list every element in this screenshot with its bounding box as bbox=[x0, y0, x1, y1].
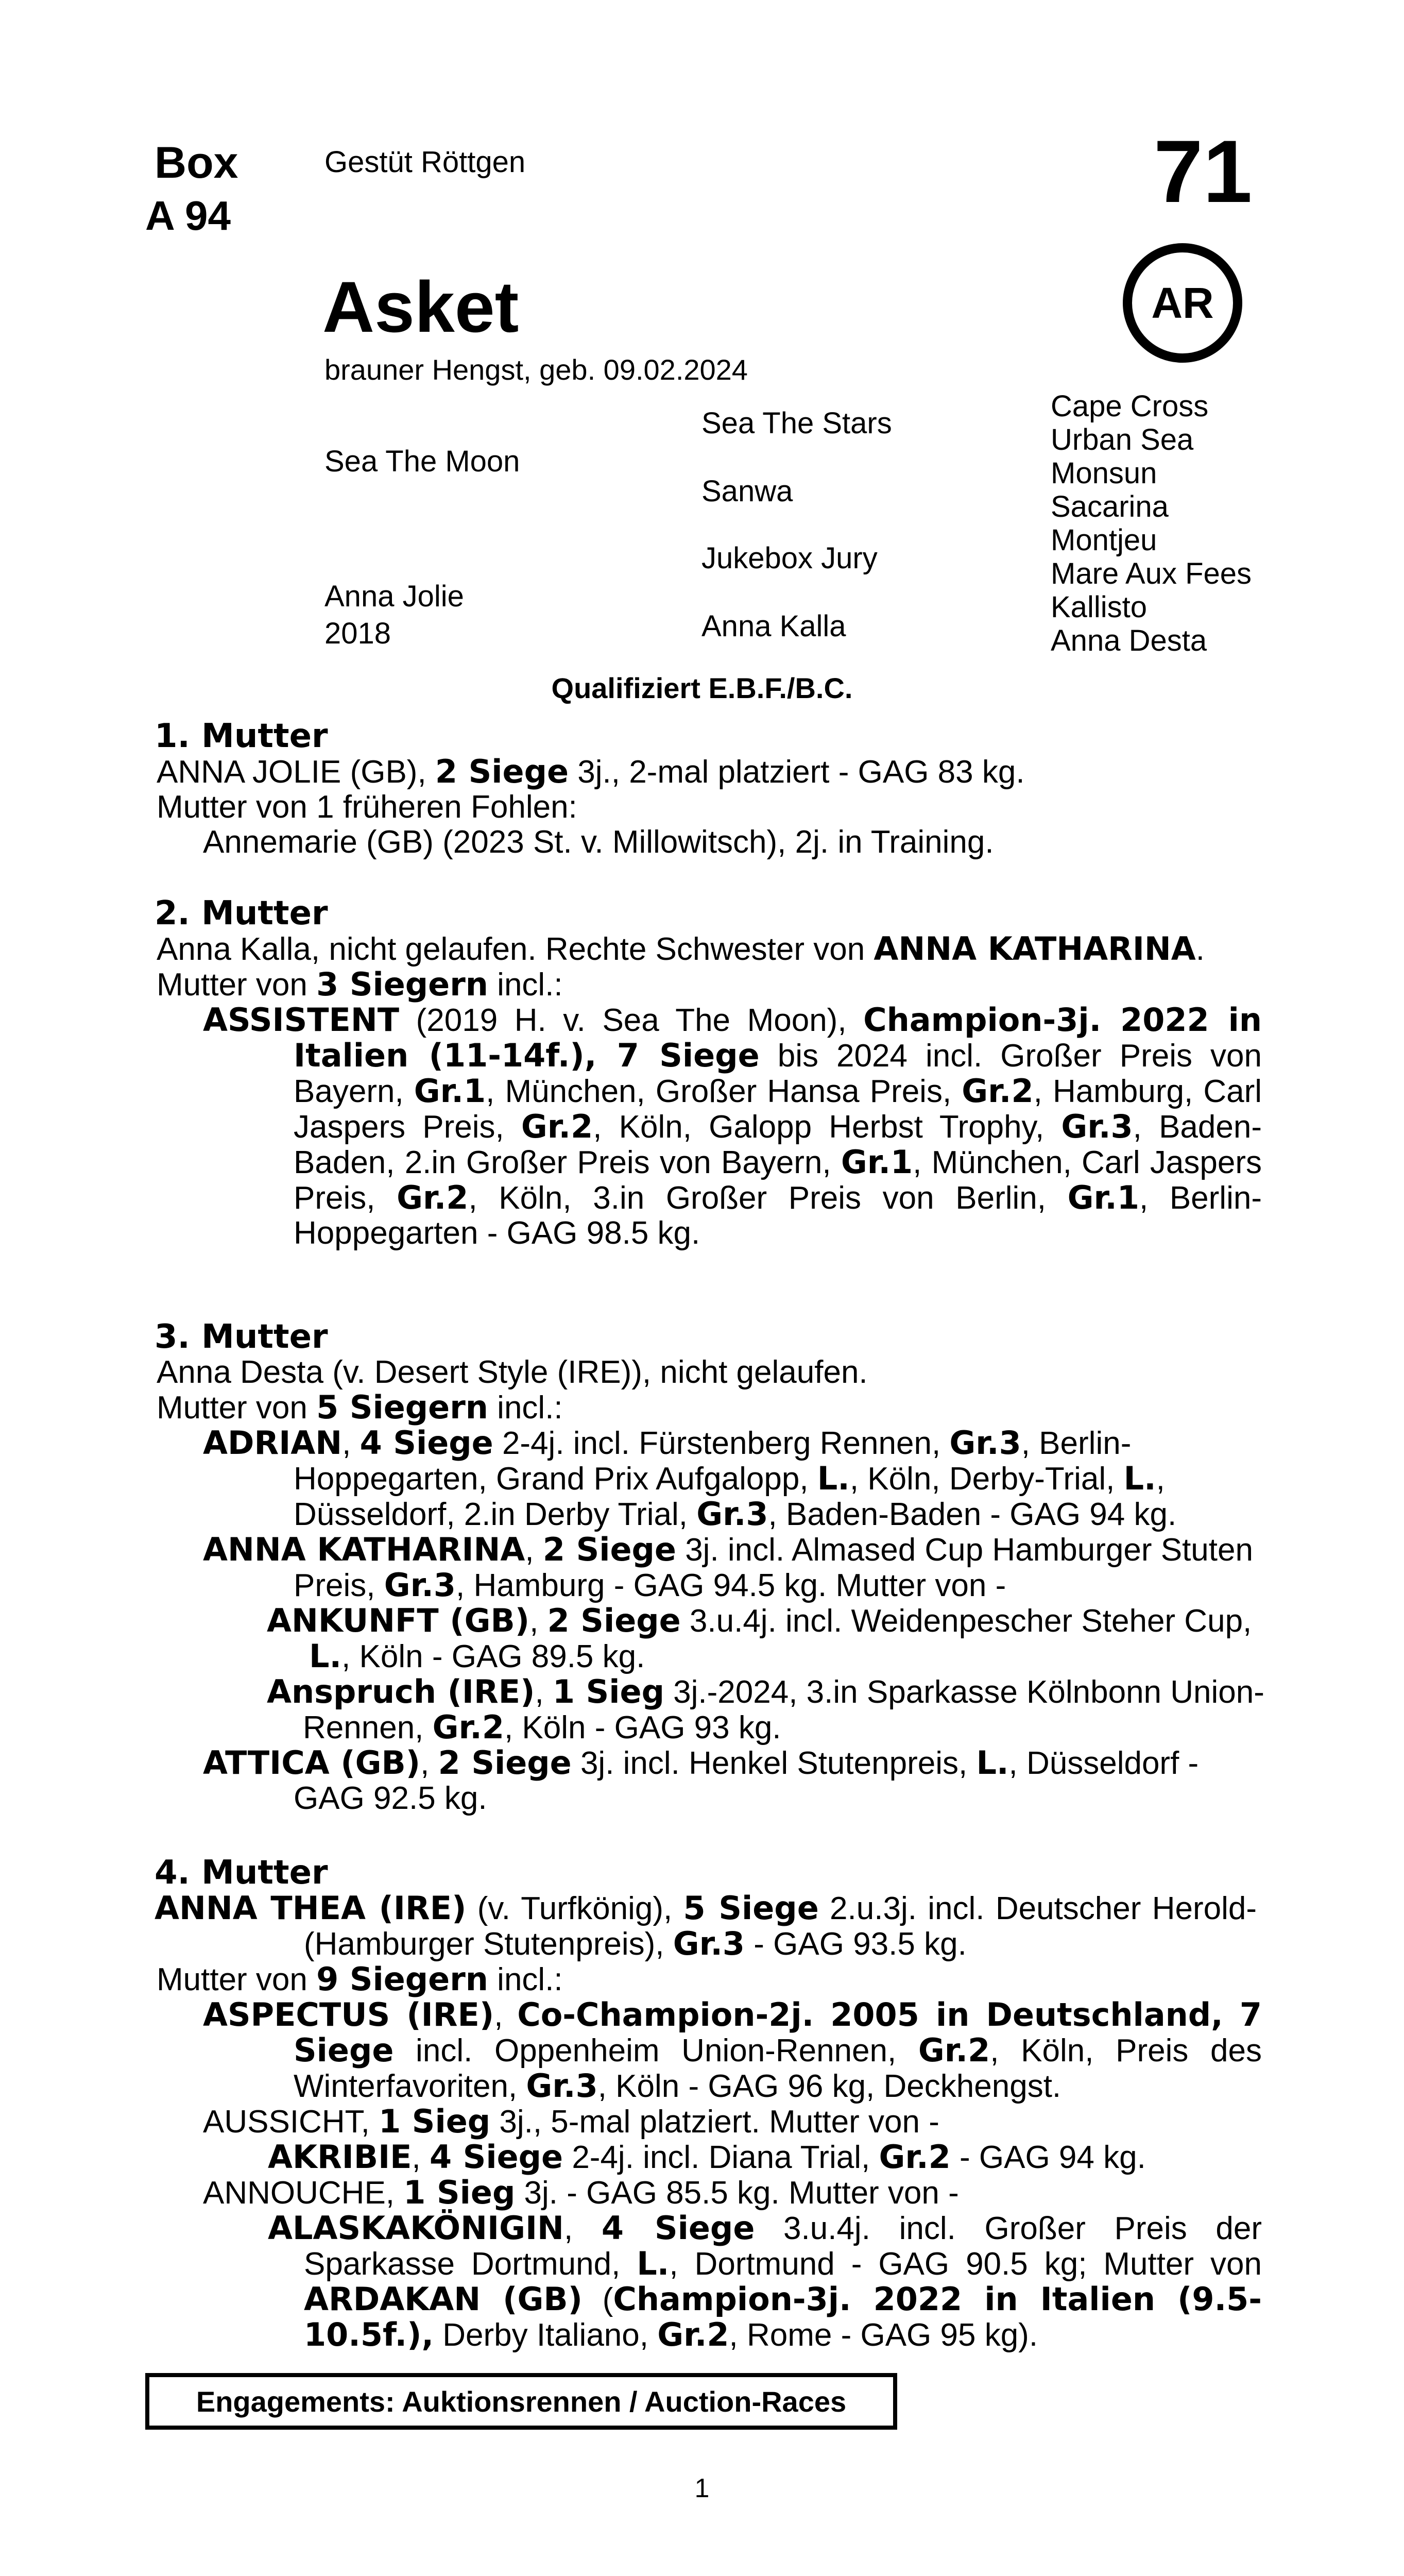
section-third-dam bbox=[155, 1319, 1267, 1816]
winners-heading: Mutter von 5 Siegern incl.: bbox=[157, 1388, 563, 1426]
ar-badge-label: AR bbox=[1151, 278, 1214, 327]
section-title: 4. Mutter bbox=[155, 1854, 328, 1892]
dam-line: ANNA JOLIE (GB), 2 Siege 3j., 2-mal platziert - GAG 83 kg. bbox=[157, 753, 1025, 790]
grandprogeny-entry: Anspruch (IRE), 1 Sieg 3j.-2024, 3.in Sparkasse Kölnbonn Union-Rennen, Gr.2, Köln - GAG 93 kg. bbox=[267, 1673, 1264, 1746]
foal-entry: Annemarie (GB) (2023 St. v. Millowitsch), 2j. in Training. bbox=[203, 824, 994, 860]
progeny-entry: ANNA KATHARINA, 2 Siege 3j. incl. Almased Cup Hamburger Stuten Preis, Gr.3, Hamburg - GAG 94.5 kg. Mutter von - bbox=[203, 1531, 1253, 1604]
box-number: A 94 bbox=[145, 193, 231, 239]
page-number: 1 bbox=[694, 2473, 710, 2503]
pedigree-gg-2: Urban Sea bbox=[1051, 423, 1194, 456]
lot-number: 71 bbox=[1154, 122, 1253, 221]
section-first-dam bbox=[155, 718, 1267, 860]
section-title: 1. Mutter bbox=[155, 717, 328, 755]
ar-badge bbox=[1123, 243, 1242, 363]
progeny-entry: ADRIAN, 4 Siege 2-4j. incl. Fürstenberg Rennen, Gr.3, Berlin-Hoppegarten, Grand Prix Aufgalopp, L., Köln, Derby-Trial, L., Düsseldorf, 2.in Derby Trial, Gr.3, Baden-Baden - GAG 94 kg. bbox=[203, 1424, 1177, 1533]
engagements-label: Engagements: Auktionsrennen / Auction-Races bbox=[196, 2385, 847, 2418]
dam-line: ANNA THEA (IRE) (v. Turfkönig), 5 Siege 2.u.3j. incl. Deutscher Herold-(Hamburger Stutenpreis), Gr.3 - GAG 93.5 kg. bbox=[155, 1889, 1257, 1962]
stud-name: Gestüt Röttgen bbox=[324, 145, 526, 179]
progeny-entry: ATTICA (GB), 2 Siege 3j. incl. Henkel Stutenpreis, L., Düsseldorf - GAG 92.5 kg. bbox=[203, 1744, 1199, 1816]
grandprogeny-entry: AKRIBIE, 4 Siege 2-4j. incl. Diana Trial, Gr.2 - GAG 94 kg. bbox=[268, 2138, 1146, 2176]
progeny-entry: ANNOUCHE, 1 Sieg 3j. - GAG 85.5 kg. Mutter von - bbox=[203, 2174, 959, 2211]
grandprogeny-entry: ALASKAKÖNIGIN, 4 Siege 3.u.4j. incl. Großer Preis der Sparkasse Dortmund, L., Dortmund - GAG 90.5 kg; Mutter von ARDAKAN (GB) (Champion-3j. 2022 in Italien (9.5-10.5f.), Derby Italiano, Gr.2, Rome - GAG 95 kg). bbox=[268, 2209, 1262, 2353]
box-label: Box bbox=[155, 138, 238, 188]
section-fourth-dam bbox=[155, 1855, 1267, 2353]
winners-heading: Mutter von 3 Siegern incl.: bbox=[157, 965, 563, 1003]
pedigree-gg-1: Cape Cross bbox=[1051, 389, 1209, 423]
horse-name: Asket bbox=[322, 266, 519, 347]
progeny-entry: AUSSICHT, 1 Sieg 3j., 5-mal platziert. Mutter von - bbox=[203, 2103, 939, 2140]
pedigree-gg-7: Kallisto bbox=[1051, 590, 1147, 624]
pedigree-gg-6: Mare Aux Fees bbox=[1051, 557, 1252, 590]
section-title: 3. Mutter bbox=[155, 1318, 328, 1356]
winners-heading: Mutter von 9 Siegern incl.: bbox=[157, 1960, 563, 1998]
dam-line: Anna Kalla, nicht gelaufen. Rechte Schwester von ANNA KATHARINA. bbox=[157, 930, 1205, 968]
pedigree-dam-dam: Anna Kalla bbox=[701, 609, 846, 643]
pedigree-gg-5: Montjeu bbox=[1051, 523, 1157, 557]
pedigree-dam: Anna Jolie bbox=[324, 580, 464, 613]
progeny-entry: ASSISTENT (2019 H. v. Sea The Moon), Champion-3j. 2022 in Italien (11-14f.), 7 Siege bis 2024 incl. Großer Preis von Bayern, Gr.1, München, Großer Hansa Preis, Gr.2, Hamburg, Carl Jaspers Preis, Gr.2, Köln, Galopp Herbst Trophy, Gr.3, Baden-Baden, 2.in Großer Preis von Bayern, Gr.1, München, Carl Jaspers Preis, Gr.2, Köln, 3.in Großer Preis von Berlin, Gr.1, Berlin-Hoppegarten - GAG 98.5 kg. bbox=[203, 1001, 1262, 1251]
section-title: 2. Mutter bbox=[155, 894, 328, 933]
dam-line: Anna Desta (v. Desert Style (IRE)), nicht gelaufen. bbox=[157, 1354, 868, 1390]
pedigree-sire-sire: Sea The Stars bbox=[701, 406, 892, 440]
progeny-entry: ASPECTUS (IRE), Co-Champion-2j. 2005 in Deutschland, 7 Siege incl. Oppenheim Union-Rennen, Gr.2, Köln, Preis des Winterfavoriten, Gr.3, Köln - GAG 96 kg, Deckhengst. bbox=[203, 1996, 1262, 2105]
pedigree-sire: Sea The Moon bbox=[324, 445, 520, 478]
pedigree-gg-3: Monsun bbox=[1051, 456, 1157, 490]
pedigree-dam-sire: Jukebox Jury bbox=[701, 541, 878, 575]
pedigree-dam-year: 2018 bbox=[324, 617, 391, 650]
engagements-box bbox=[145, 2373, 897, 2430]
qualification: Qualifiziert E.B.F./B.C. bbox=[551, 672, 853, 704]
pedigree-sire-dam: Sanwa bbox=[701, 474, 793, 508]
grandprogeny-entry: ANKUNFT (GB), 2 Siege 3.u.4j. incl. Weidenpescher Steher Cup, L., Köln - GAG 89.5 kg. bbox=[267, 1602, 1252, 1675]
section-second-dam bbox=[155, 895, 1267, 1251]
foals-heading: Mutter von 1 früheren Fohlen: bbox=[157, 789, 577, 825]
horse-description: brauner Hengst, geb. 09.02.2024 bbox=[324, 353, 748, 386]
pedigree-gg-8: Anna Desta bbox=[1051, 624, 1207, 657]
pedigree-gg-4: Sacarina bbox=[1051, 490, 1169, 523]
